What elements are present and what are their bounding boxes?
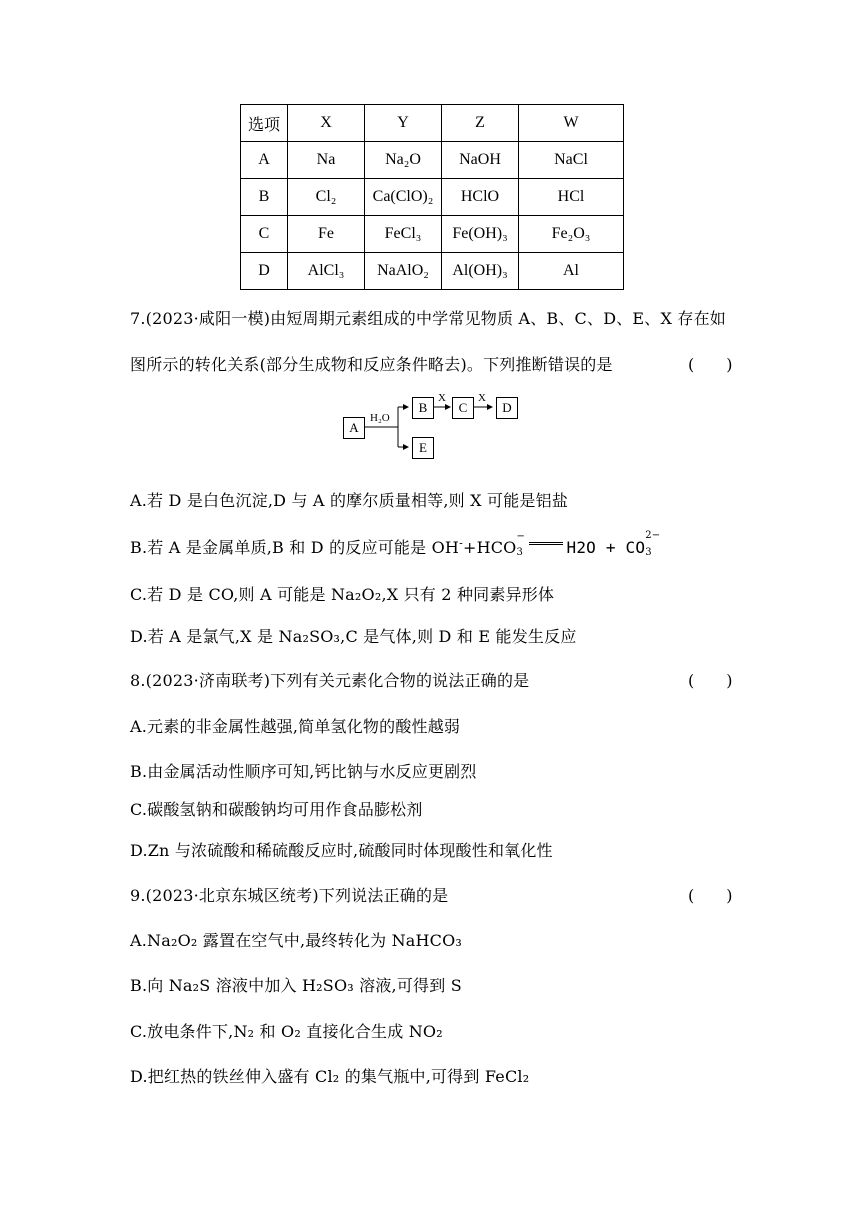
q7-stem-line1: 7.(2023·咸阳一模)由短周期元素组成的中学常见物质 A、B、C、D、E、X 存在如 (130, 309, 726, 328)
table-cell: NaAlO₂ (365, 253, 442, 290)
table-cell: A (241, 142, 288, 179)
table-row (241, 216, 624, 253)
table-header-cell: Y (365, 105, 442, 142)
table-cell: D (241, 253, 288, 290)
q9-option-d: D.把红热的铁丝伸入盛有 Cl₂ 的集气瓶中,可得到 FeCl₂ (130, 1067, 530, 1086)
q7-option-b (130, 530, 661, 558)
table-cell: NaCl (519, 142, 624, 179)
table-cell: Al (519, 253, 624, 290)
node-a: A (343, 417, 365, 439)
q7-stem-line2: 图所示的转化关系(部分生成物和反应条件略去)。下列推断错误的是 (130, 355, 613, 374)
x-label-1: X (438, 392, 446, 404)
q7-option-a: A.若 D 是白色沉淀,D 与 A 的摩尔质量相等,则 X 可能是铝盐 (130, 491, 569, 510)
node-c: C (452, 397, 474, 419)
q9-stem: 9.(2023·北京东城区统考)下列说法正确的是 (130, 886, 449, 905)
q8-option-b: B.由金属活动性顺序可知,钙比钠与水反应更剧烈 (130, 762, 477, 781)
q7-answer-paren: ( ) (688, 355, 733, 374)
table-header-cell: W (519, 105, 624, 142)
table-cell: NaOH (442, 142, 519, 179)
table-cell: AlCl₃ (288, 253, 365, 290)
water-label: H₂O (370, 412, 390, 424)
table-row (241, 142, 624, 179)
node-e: E (412, 437, 434, 459)
table-cell: HClO (442, 179, 519, 216)
table-cell: Na₂O (365, 142, 442, 179)
table-row (241, 179, 624, 216)
q7-option-b-sub3b: 3 (645, 547, 652, 558)
table-cell: B (241, 179, 288, 216)
table-cell: FeCl₃ (365, 216, 442, 253)
q9-answer-paren: ( ) (688, 886, 733, 905)
q7-option-b-rest: H2O + CO (566, 538, 646, 557)
q7-option-b-prefix: B.若 A 是金属单质,B 和 D 的反应可能是 OH (130, 538, 460, 557)
table-cell: Cl₂ (288, 179, 365, 216)
q7-option-b-charge2: 2− (645, 530, 661, 541)
options-table (240, 104, 624, 290)
table-cell: C (241, 216, 288, 253)
table-header-cell: 选项 (241, 105, 288, 142)
q7-option-d: D.若 A 是氯气,X 是 Na₂SO₃,C 是气体,则 D 和 E 能发生反应 (130, 627, 577, 646)
q7-option-c: C.若 D 是 CO,则 A 可能是 Na₂O₂,X 只有 2 种同素异形体 (130, 585, 555, 604)
table-cell: Fe₂O₃ (519, 216, 624, 253)
q7-option-b-hco: +HCO (462, 538, 517, 557)
q8-option-a: A.元素的非金属性越强,简单氢化物的酸性越弱 (130, 717, 461, 736)
table-cell: Fe(OH)₃ (442, 216, 519, 253)
table-cell: Fe (288, 216, 365, 253)
table-header-cell: X (288, 105, 365, 142)
q7-option-b-minus: − (516, 531, 526, 542)
q9-option-a: A.Na₂O₂ 露置在空气中,最终转化为 NaHCO₃ (130, 931, 463, 950)
node-b: B (412, 397, 434, 419)
table-cell: Ca(ClO)₂ (365, 179, 442, 216)
node-d: D (496, 397, 518, 419)
q8-option-d: D.Zn 与浓硫酸和稀硫酸反应时,硫酸同时体现酸性和氧化性 (130, 841, 553, 860)
q8-stem: 8.(2023·济南联考)下列有关元素化合物的说法正确的是 (130, 671, 530, 690)
table-header-row (241, 105, 624, 142)
equals-sign (529, 542, 563, 545)
table-cell: Al(OH)₃ (442, 253, 519, 290)
table-row (241, 253, 624, 290)
table-cell: Na (288, 142, 365, 179)
table-header-cell: Z (442, 105, 519, 142)
x-label-2: X (478, 392, 486, 404)
table-cell: HCl (519, 179, 624, 216)
q7-option-b-sub3: 3 (516, 547, 524, 558)
q8-option-c: C.碳酸氢钠和碳酸钠均可用作食品膨松剂 (130, 800, 423, 819)
q9-option-b: B.向 Na₂S 溶液中加入 H₂SO₃ 溶液,可得到 S (130, 976, 462, 995)
q9-option-c: C.放电条件下,N₂ 和 O₂ 直接化合生成 NO₂ (130, 1022, 443, 1041)
q7-option-b-charge1: - (459, 536, 463, 550)
q8-answer-paren: ( ) (688, 671, 733, 690)
